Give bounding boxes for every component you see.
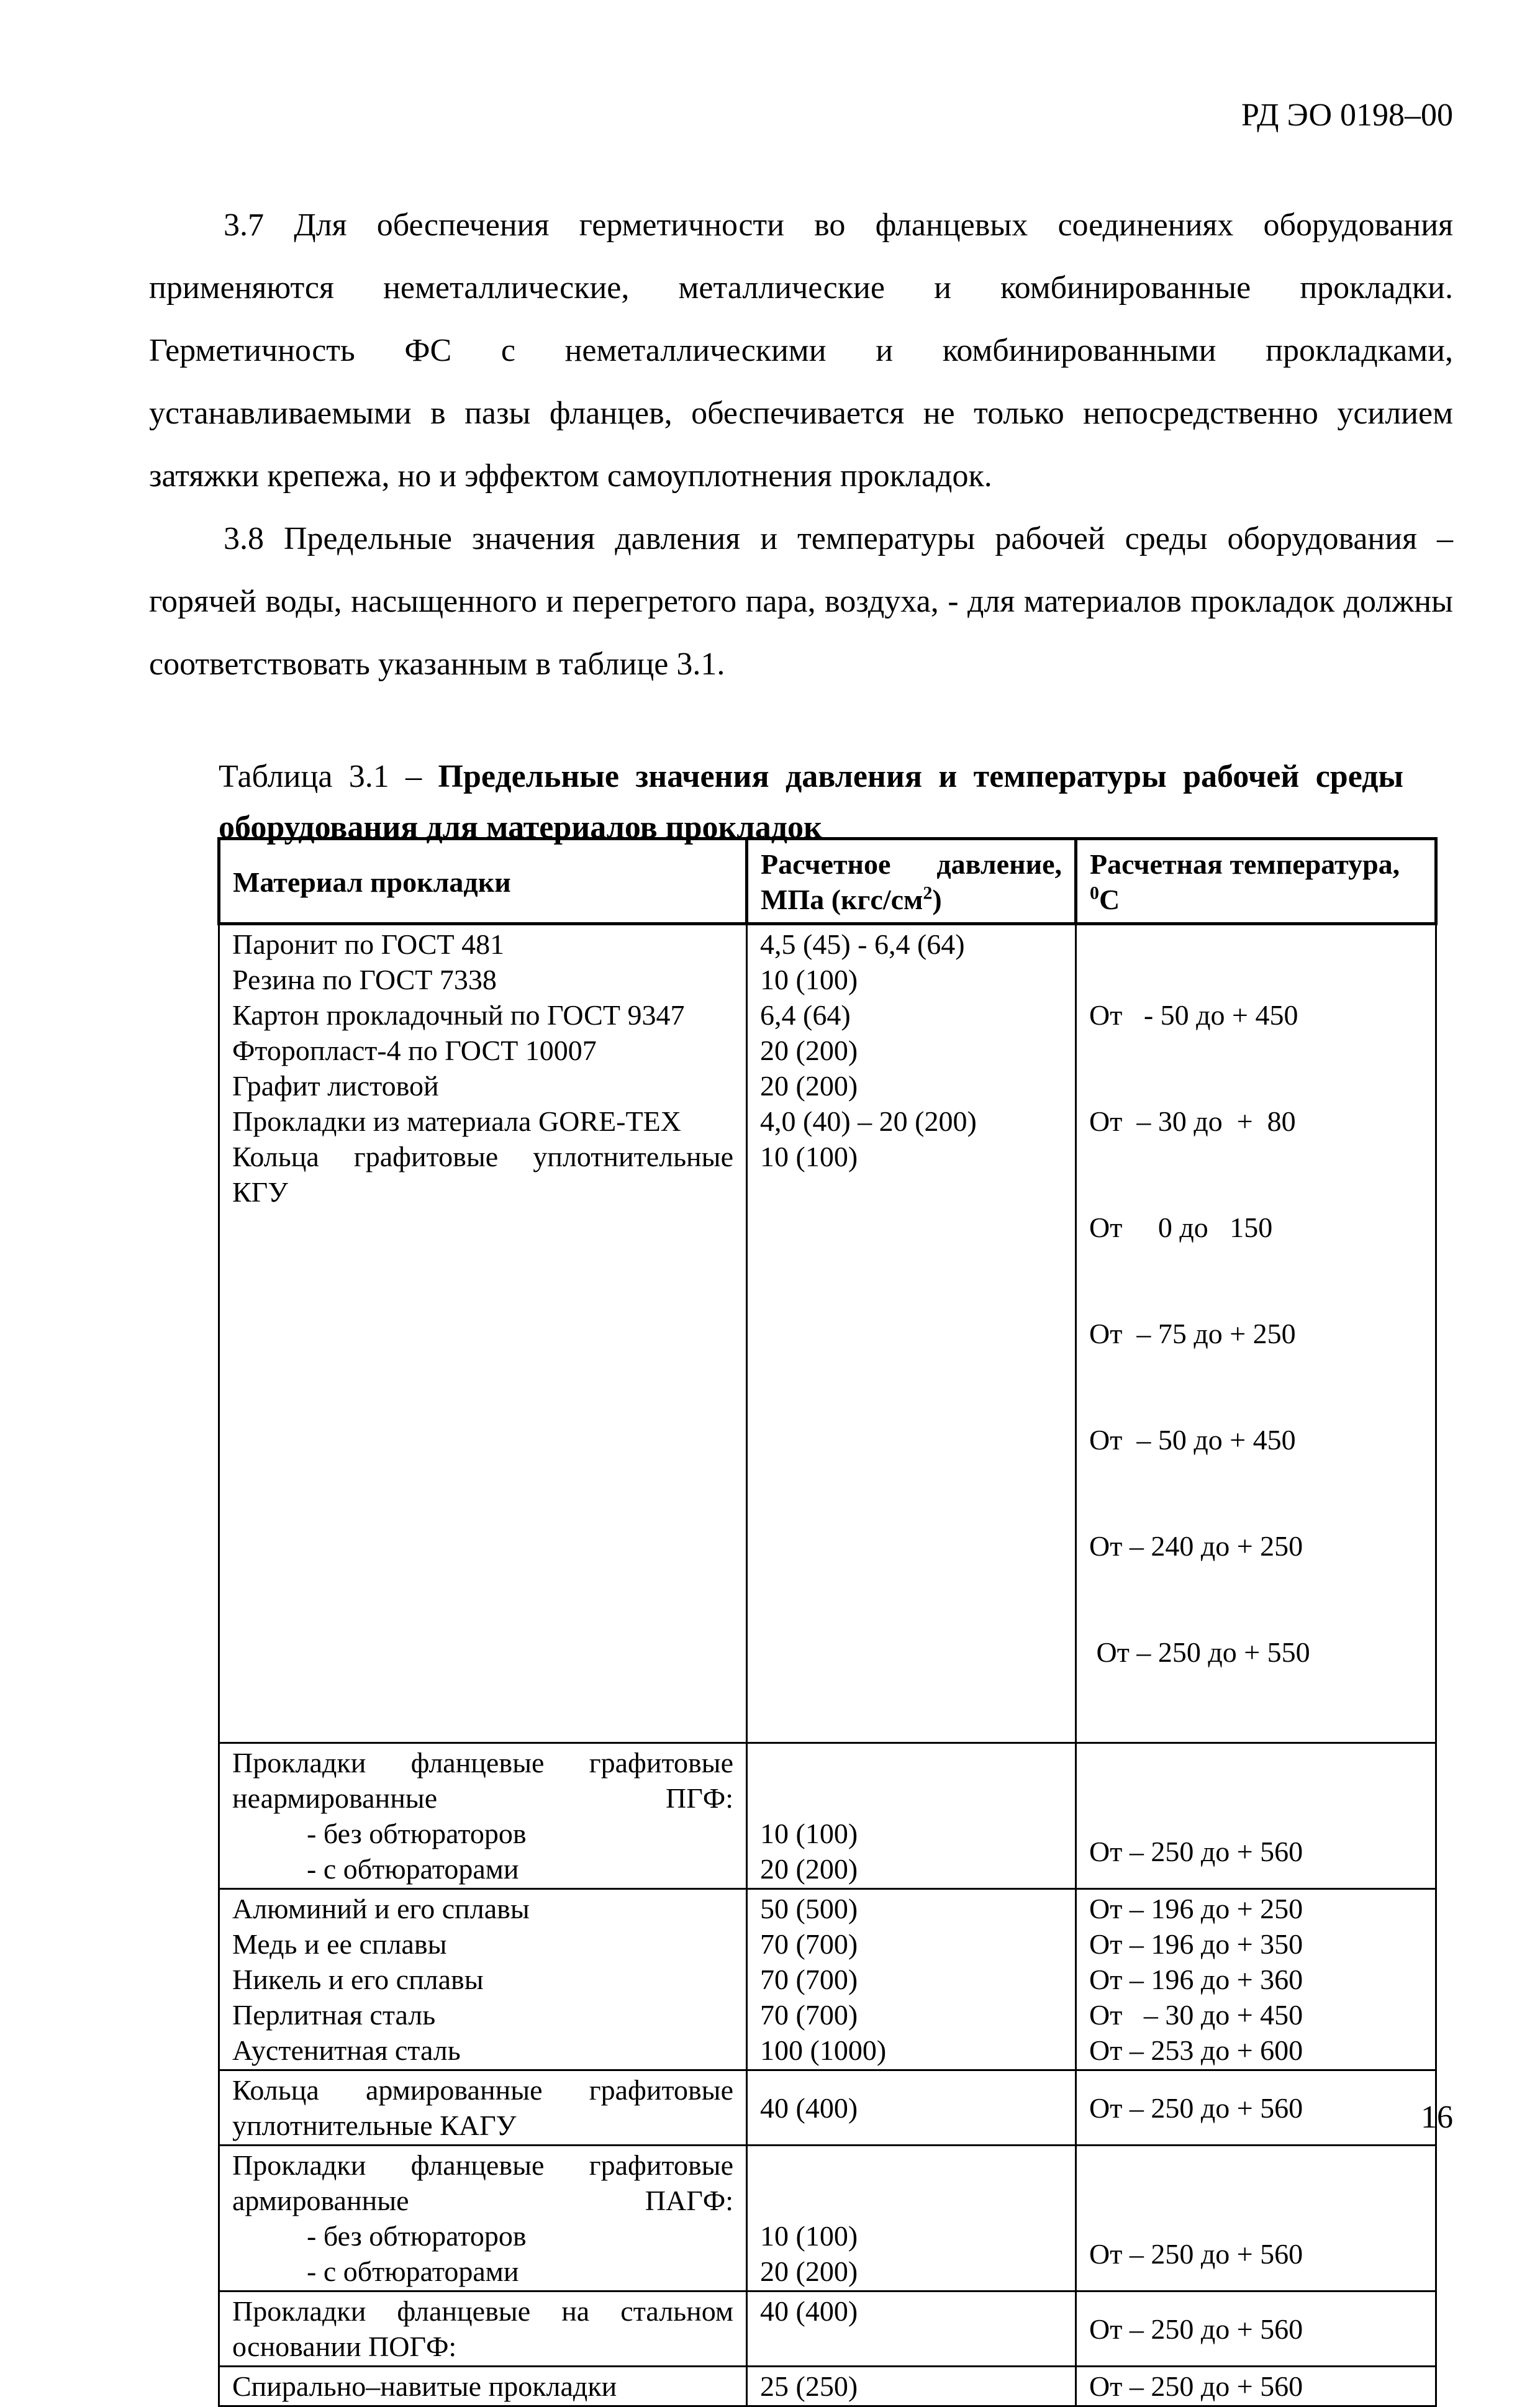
cell-temperature — [1076, 1743, 1436, 1889]
temperature-value: От – 30 до + 80 — [1089, 1105, 1296, 1137]
temperature-value: От – 240 до + 250 — [1089, 1530, 1303, 1562]
table-caption-prefix: Таблица 3.1 – — [219, 759, 438, 794]
header-temperature — [1076, 839, 1436, 924]
material-subitem: - без обтюраторов — [307, 1818, 527, 1849]
material-subitem: - с обтюраторами — [307, 1853, 519, 1885]
cell-material — [219, 2146, 747, 2291]
cell-temperature — [1076, 2146, 1436, 2291]
cell-pressure: 40 (400) — [747, 2291, 1076, 2367]
cell-material: Спирально–навитые прокладки — [219, 2367, 747, 2406]
document-code: РД ЭО 0198–00 — [1241, 97, 1453, 133]
temperature-value: От – 253 до + 600 — [1089, 2034, 1303, 2066]
cell-pressure — [747, 2146, 1076, 2291]
material-item: Прокладки фланцевые графитовые армированные ПАГФ: — [232, 2149, 733, 2216]
material-item: Фторопласт-4 по ГОСТ 10007 — [232, 1035, 597, 1066]
material-item: Кольца графитовые уплотнительные КГУ — [232, 1141, 733, 1208]
material-item: Резина по ГОСТ 7338 — [232, 964, 497, 995]
cell-temperature: От – 250 до + 560 — [1076, 2367, 1436, 2406]
temperature-value: От - 50 до + 450 — [1089, 999, 1298, 1031]
page-number: 16 — [1421, 2100, 1453, 2135]
temperature-value: От – 196 до + 250 — [1089, 1893, 1303, 1924]
material-subitem: - без обтюраторов — [307, 2220, 527, 2252]
pressure-value: 70 (700) — [760, 1999, 858, 2031]
pressure-value: 20 (200) — [760, 1070, 858, 1102]
pressure-value: 10 (100) — [760, 2220, 858, 2252]
header-pressure-line2: МПа $(кгс/см^2)$ — [761, 882, 942, 915]
header-pressure-line1: Расчетное давление, — [761, 848, 1062, 880]
pressure-value: 20 (200) — [760, 1035, 858, 1066]
paragraph-3-7: 3.7 Для обеспечения герметичности во фланцевых соединениях оборудования применяются неметаллические, металлические и комбинированные прокладки. Герметичность ФС с неметаллическими и комбинированными прокладками, устанавливаемыми в пазы фланцев, обеспечивается не только непосредственно усилием затяжки крепежа, но и эффектом самоуплотнения прокладок. — [149, 207, 1453, 494]
table-row-pagf — [219, 2146, 1436, 2291]
cell-material: Прокладки фланцевые на стальном основании ПОГФ: — [219, 2291, 747, 2367]
cell-pressure: 40 (400) — [747, 2070, 1076, 2146]
cell-material — [219, 1743, 747, 1889]
temperature-value: От – 30 до + 450 — [1089, 1999, 1303, 2031]
body-text — [149, 194, 1453, 696]
table-row-nonmetallic — [219, 924, 1436, 1743]
pressure-value: 10 (100) — [760, 1141, 858, 1172]
material-item: Алюминий и его сплавы — [232, 1893, 530, 1924]
table-row-metals — [219, 1889, 1436, 2070]
pressure-value: 70 (700) — [760, 1928, 858, 1960]
table-header-row — [219, 839, 1436, 924]
temperature-value: От – 196 до + 350 — [1089, 1928, 1303, 1960]
pressure-value: 50 (500) — [760, 1893, 858, 1924]
material-item: Прокладки из материала GORE-TEX — [232, 1105, 681, 1137]
cell-material: Кольца армированные графитовые уплотнительные КАГУ — [219, 2070, 747, 2146]
material-item: Паронит по ГОСТ 481 — [232, 928, 505, 960]
pressure-value: 20 (200) — [760, 2255, 858, 2287]
cell-pressure — [747, 924, 1076, 1743]
temperature-value: От 0 до 150 — [1089, 1212, 1273, 1243]
header-material: Материал прокладки — [219, 839, 747, 924]
cell-pressure — [747, 1889, 1076, 2070]
temperature-value: От – 196 до + 360 — [1089, 1964, 1303, 1995]
pressure-value: 4,5 (45) - 6,4 (64) — [760, 928, 965, 960]
temperature-value: От – 75 до + 250 — [1089, 1318, 1296, 1349]
material-item: Картон прокладочный по ГОСТ 9347 — [232, 999, 685, 1031]
pressure-value: 70 (700) — [760, 1964, 858, 1995]
table-row-kagu — [219, 2070, 1436, 2146]
pressure-value: 10 (100) — [760, 964, 858, 995]
header-temperature-line1: Расчетная температура, — [1090, 848, 1400, 880]
cell-temperature: От – 250 до + 560 — [1076, 2291, 1436, 2367]
cell-material — [219, 1889, 747, 2070]
temperature-value: От – 50 до + 450 — [1089, 1424, 1296, 1456]
paragraph-3-8: 3.8 Предельные значения давления и температуры рабочей среды оборудования – горячей воды, насыщенного и перегретого пара, воздуха, - для материалов прокладок должны соответствовать указанным в таблице 3.1. — [149, 521, 1453, 682]
cell-temperature: От – 250 до + 560 — [1076, 2070, 1436, 2146]
gasket-limits-table — [217, 837, 1438, 2407]
material-subitem: - с обтюраторами — [307, 2255, 519, 2287]
temperature-value: От – 250 до + 550 — [1089, 1636, 1310, 1668]
table-row-pogf — [219, 2291, 1436, 2367]
table-row-spiral — [219, 2367, 1436, 2406]
material-item: Никель и его сплавы — [232, 1964, 484, 1995]
material-item: Графит листовой — [232, 1070, 439, 1102]
material-item: Медь и ее сплавы — [232, 1928, 447, 1960]
table-caption-title: Предельные значения давления и температуры рабочей среды оборудования для материалов прокладок — [219, 759, 1403, 845]
pressure-value: 100 (1000) — [760, 2034, 887, 2066]
cell-temperature — [1076, 924, 1436, 1743]
material-item: Перлитная сталь — [232, 1999, 436, 2031]
pressure-value: 4,0 (40) – 20 (200) — [760, 1105, 977, 1137]
cell-pressure — [747, 1743, 1076, 1889]
pressure-value: 6,4 (64) — [760, 999, 851, 1031]
pressure-value: 20 (200) — [760, 1853, 858, 1885]
pressure-value: 10 (100) — [760, 1818, 858, 1849]
header-pressure — [747, 839, 1076, 924]
cell-material — [219, 924, 747, 1743]
material-item: Прокладки фланцевые графитовые неармированные ПГФ: — [232, 1747, 733, 1814]
cell-temperature — [1076, 1889, 1436, 2070]
temperature-value: От – 250 до + 560 — [1089, 1836, 1303, 1867]
header-temperature-line2: $^0$С — [1090, 882, 1120, 915]
material-item: Аустенитная сталь — [232, 2034, 461, 2066]
cell-pressure: 25 (250) — [747, 2367, 1076, 2406]
table-row-pgf — [219, 1743, 1436, 1889]
temperature-value: От – 250 до + 560 — [1089, 2238, 1303, 2270]
